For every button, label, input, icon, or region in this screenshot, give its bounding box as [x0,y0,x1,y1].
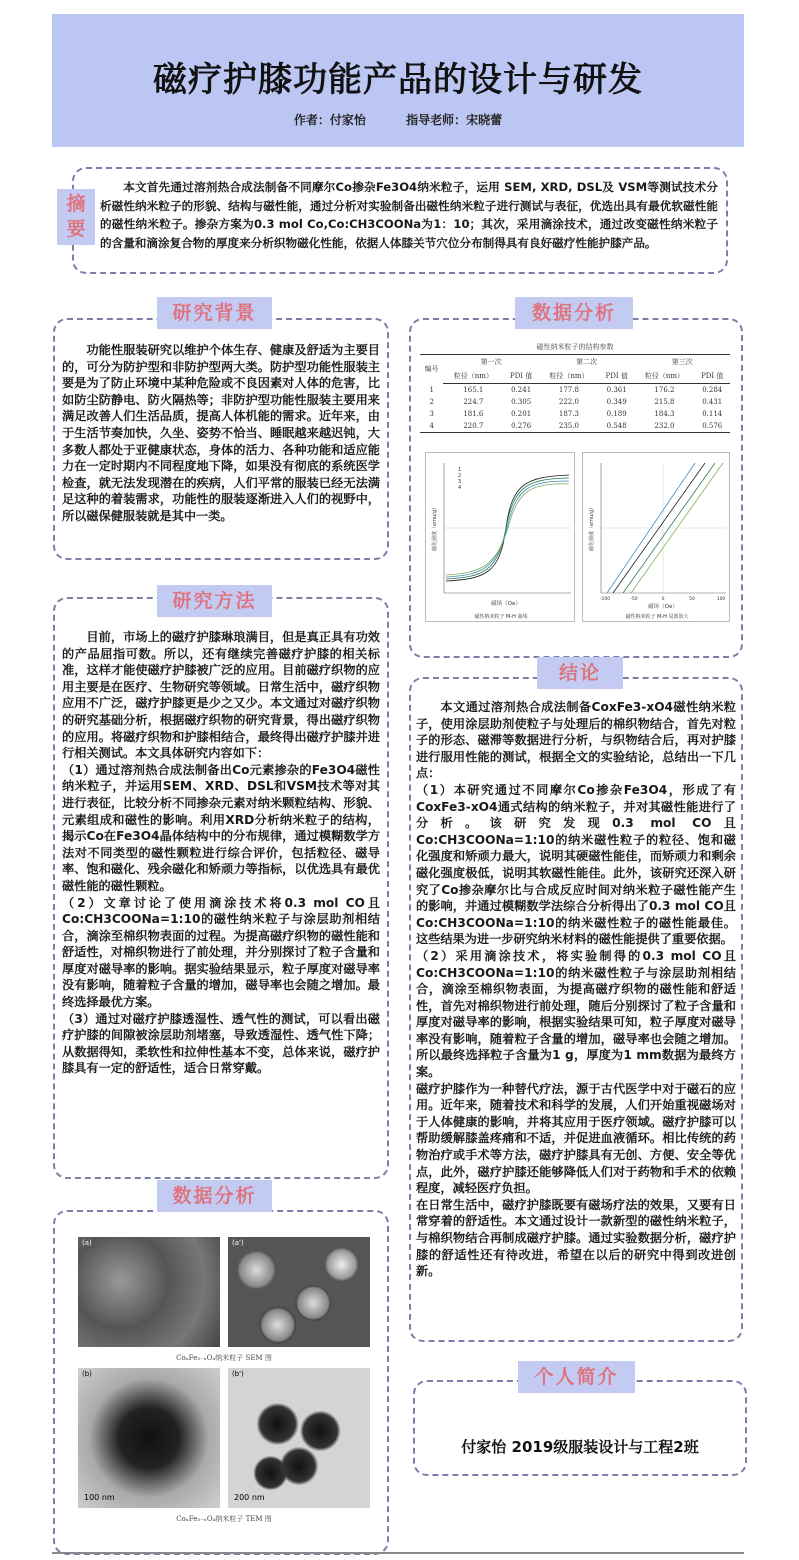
table-cell: 222.0 [558,398,579,406]
curve-4 [446,484,569,575]
table-cell: 224.7 [463,398,484,406]
methods-p3: （2）文章讨论了使用滴涂技术将0.3 mol CO且Co:CH3COONa=1:10的磁性纳米粒子与涂层助剂相结合，滴涂至棉织物表面的过程。为提高磁疗织物的磁性能和舒适性，对棉织物进行了前处理，并分别探讨了粒子含量和厚度对磁导率的影响。据实验结果显示，粒子厚度对磁导率没有影响，随着粒子含量的增加，磁导率也会随之增加。最终选择最优方案。 [62,895,380,1010]
table-cell: 1 [429,385,434,394]
table-cell: 0.189 [606,410,627,418]
methods-p2: （1）通过溶剂热合成法制备出Co元素掺杂的Fe3O4磁性纳米粒子，并运用SEM、XRD、DSL和VSM技术等对其进行表征，比较分析不同掺杂元素对纳米颗粒结构、形貌、元素组成和磁性的影响。利用XRD分析纳米粒子的结构，揭示Co在Fe3O4晶体结构中的分布规律，通过模糊数学方法对不同类型的磁性颗粒进行综合评价，包括粒径、磁导率、饱和磁化、残余磁化和矫顽力等指标，以优选具有最优磁性能的磁性颗粒。 [62,762,380,893]
header-banner [52,14,744,147]
table-cell: 4 [420,420,443,433]
data-left-label: 数据分析 [157,1180,272,1212]
table-cell: 3 [429,410,434,418]
sub-size: 粒径（nm） [443,369,503,384]
plot2-xlabel: 磁场（Oe） [648,604,678,610]
table-cell: 2 [429,398,434,406]
table-cell: 0.431 [702,398,723,406]
table-cell: 0.305 [511,398,532,406]
abstract-label [57,189,95,245]
tem-scale-1: 100 nm [84,1493,115,1502]
sub-size: 粒径（nm） [634,369,694,384]
legend-3: 3 [458,479,462,485]
table-cell: 187.3 [558,410,579,418]
advisor-name: 指导老师：宋晓蕾 [406,113,503,127]
mh-plot-full-svg [426,453,576,623]
table-row [420,384,730,397]
sub-pdi: PDI 值 [694,369,730,384]
sub-size: 粒径（nm） [539,369,599,384]
plot2-ylabel: 磁化强度（emu/g） [589,505,595,551]
legend-1: 1 [458,467,462,473]
table-cell: 220.7 [443,420,503,433]
table-cell: 176.2 [654,386,675,394]
tem-scale-2: 200 nm [234,1493,265,1502]
mh-plot-zoom [582,452,730,622]
table-cell: 235.0 [539,420,599,433]
tem-image-b2 [228,1368,370,1508]
table-cell: 184.3 [654,410,675,418]
param-table-wrap [420,342,730,433]
background-label: 研究背景 [157,297,272,329]
table-cell: 0.548 [599,420,634,433]
methods-label: 研究方法 [157,585,272,617]
table-row [420,396,730,408]
tick: 0 [661,597,665,602]
group-3: 第三次 [634,355,730,370]
abstract-label-text: 摘要 [66,193,86,240]
tick: 50 [689,597,695,602]
tick: -50 [630,597,638,602]
sem-panel [78,1237,373,1367]
mh-plot-full [425,452,575,622]
sem-image-a2 [228,1237,370,1347]
legend-4: 4 [458,485,462,491]
col-no: 编号 [420,355,443,384]
conclusion-p3: （2）采用滴涂技术，将实验制得的0.3 mol CO且Co:CH3COONa=1:10的纳米磁性粒子与涂层助剂相结合，滴涂至棉织物表面，为提高磁疗织物的磁性能和舒适性，首先对棉织物进行前处理，随后分别探讨了粒子含量和厚度对磁导率的影响，根据实验结果可知，粒子厚度对磁导率没有影响，随着粒子含量的增加，磁导率也会随之增加。所以最终选择粒子含量为1 g，厚度为1 mm数据为最终方案。 [416,948,736,1080]
table-cell: 0.201 [511,410,532,418]
table-cell: 0.361 [606,386,627,394]
table-cell: 215.8 [654,398,675,406]
table-cell: 0.576 [694,420,730,433]
group-2: 第二次 [539,355,635,370]
tem-caption: CoₓFe₃₋ₓO₄纳米粒子 TEM 图 [176,1515,272,1523]
abstract-text: 本文首先通过溶剂热合成法制备不同摩尔Co掺杂Fe3O4纳米粒子，运用 SEM, XRD, DSL及 VSM等测试技术分析磁性纳米粒子的形貌、结构与磁性能，通过分析对实验制备出磁性纳米粒子进行测试与表征，优选出具有最优软磁性能的磁性纳米粒子。掺杂方案为0.3 mol Co,Co:CH3COONa为1：10；其次，采用滴涂技术，通过改变磁性纳米粒子的含量和滴涂复合物的厚度来分析织物磁化性能，依据人体膝关节穴位分布制得具有良好磁疗性能护膝产品。 [100,180,718,250]
table-subheader-row [420,369,730,384]
sem-label-a: (a) [82,1239,92,1247]
tem-label-b2: (b') [232,1370,244,1378]
tem-image-b [78,1368,220,1508]
sem-label-a2: (a') [232,1239,244,1247]
table-cell: 181.6 [463,410,484,418]
table-cell: 232.0 [634,420,694,433]
plot1-ylabel: 磁化强度（emu/g） [432,505,438,551]
plot1-caption: 磁性纳米粒子 M-H 曲线 [474,614,528,620]
table-row [420,420,730,433]
tem-panel [78,1368,373,1528]
methods-p1: 目前，市场上的磁疗护膝琳琅满目，但是真正具有功效的产品屈指可数。所以，还有继续完善磁疗护膝的相关标准，这样才能使磁疗护膝被广泛的应用。目前磁疗织物的应用主要是在医疗、生物研究等领域。日常生活中，磁疗织物应用不广泛，磁疗护膝更是少之又少。本文通过对磁疗织物的研究基础分析，根据磁疗织物的研究背景，得出磁疗织物的应用。将磁疗织物和护膝相结合，最终得出磁疗护膝并进行相关测试。本文具体研究内容如下： [62,630,380,761]
tick: 100 [716,597,726,602]
author-line [52,111,744,128]
conclusion-label: 结论 [537,657,623,689]
sub-pdi: PDI 值 [503,369,538,384]
background-text: 功能性服装研究以维护个体生存、健康及舒适为主要目的，可分为防护型和非防护型两大类。防护型功能性服装主要是为了防止环境中某种危险或不良因素对人体的危害，比如防尘防静电、防火隔热等；非防护型功能性服装主要用来满足改善人们生活品质，提高人体机能的需求。近年来，由于生活节奏加快，久坐、姿势不恰当、睡眠越来越迟钝，大多数人都处于亚健康状态，身体的活力、各种功能和适应能力在一定时期内不同程度地下降，如果没有彻底的系统医学检查，就无法发现潜在的疾病，人们平常的服装已经无法满足这种的着装需求，功能性的服装逐渐进入人们的视野中，所以磁保健服装就是其中一类。 [62,343,380,523]
table-cell: 0.114 [702,410,723,418]
tick: -100 [599,597,611,602]
conclusion-p2: （1）本研究通过不同摩尔Co掺杂Fe3O4，形成了有CoxFe3-xO4通式结构的纳米粒子，并对其磁性能进行了分析。该研究发现0.3 mol CO且Co:CH3COONa=1:10的纳米磁性粒子的粒径、饱和磁化强度和矫顽力最大，说明其硬磁性能佳，而矫顽力和剩余磁化强度极低，说明其软磁性能佳。此外，该研究还深入研究了Co掺杂摩尔比与合成反应时间对纳米粒子磁性能产生的影响，并通过模糊数学法综合分析得出了0.3 mol CO且Co:CH3COONa=1:10的纳米磁性粒子的磁性能最佳。这些结果为进一步研究纳米材料的磁性能提供了重要依据。 [416,782,736,947]
methods-p4: （3）通过对磁疗护膝透湿性、透气性的测试，可以看出磁疗护膝的间隙被涂层助剂堵塞，导致透湿性、透气性下降；从数据得知，柔软性和拉伸性基本不变，总体来说，磁疗护膝具有一定的舒适性，适合日常穿戴。 [62,1011,380,1076]
sem-image-a [78,1237,220,1347]
bottom-rule [52,1552,744,1554]
table-header-row [420,355,730,370]
table-row [420,408,730,420]
table-cell: 165.1 [463,386,484,394]
table-title: 磁性纳米粒子的结构参数 [536,343,614,351]
profile-label: 个人简介 [518,1361,635,1393]
plot2-caption: 磁性纳米粒子 M-H 局部放大 [625,614,689,620]
tem-label-b: (b) [82,1370,92,1378]
data-right-label: 数据分析 [515,297,633,329]
profile-text: 付家怡 2019级服装设计与工程2班 [461,1438,699,1456]
conclusion-p1: 本文通过溶剂热合成法制备CoxFe3-xO4磁性纳米粒子，使用涂层助剂使粒子与处理后的棉织物结合，首先对粒子的形态、磁滞等数据进行分析，与织物结合后，再对护膝进行服用性能的测试，根据全文的实验结论，总结出一下几点： [416,700,736,781]
group-1: 第一次 [443,355,539,370]
table-cell: 0.349 [606,398,627,406]
table-cell: 177.8 [558,386,579,394]
conclusion-text [416,699,736,1280]
legend-2: 2 [458,473,462,479]
author-name: 作者：付家怡 [293,113,366,127]
table-cell: 0.241 [511,386,532,394]
conclusion-p4: 磁疗护膝作为一种替代疗法，源于古代医学中对于磁石的应用。近年来，随着技术和科学的发展，人们开始重视磁场对于人体健康的影响，并将其应用于医疗领域。磁疗护膝可以帮助缓解膝盖疼痛和不适，并促进血液循环。相比传统的药物治疗或手术等方法，磁疗护膝具有无创、方便、安全等优点，此外，磁疗护膝还能够降低人们对于药物和手术的依赖程度，减轻医疗负担。 [416,1081,736,1196]
table-cell: 0.284 [702,386,723,394]
profile-box [413,1380,747,1476]
sub-pdi: PDI 值 [599,369,634,384]
mh-plot-zoom-svg [583,453,731,623]
sem-caption: CoₓFe₃₋ₓO₄纳米粒子 SEM 图 [176,1354,272,1362]
poster-title: 磁疗护膝功能产品的设计与研发 [153,60,643,100]
conclusion-p5: 在日常生活中，磁疗护膝既要有磁场疗法的效果，又要有日常穿着的舒适性。本文通过设计一款新型的磁性纳米粒子，与棉织物结合再制成磁疗护膝。通过实验数据分析，磁疗护膝的舒适性还有待改进，希望在以后的研究中得到改进创新。 [416,1197,736,1279]
methods-text [62,629,380,1077]
param-table [420,354,730,433]
table-cell: 0.276 [503,420,538,433]
plot1-xlabel: 磁场（Oe） [491,601,521,607]
